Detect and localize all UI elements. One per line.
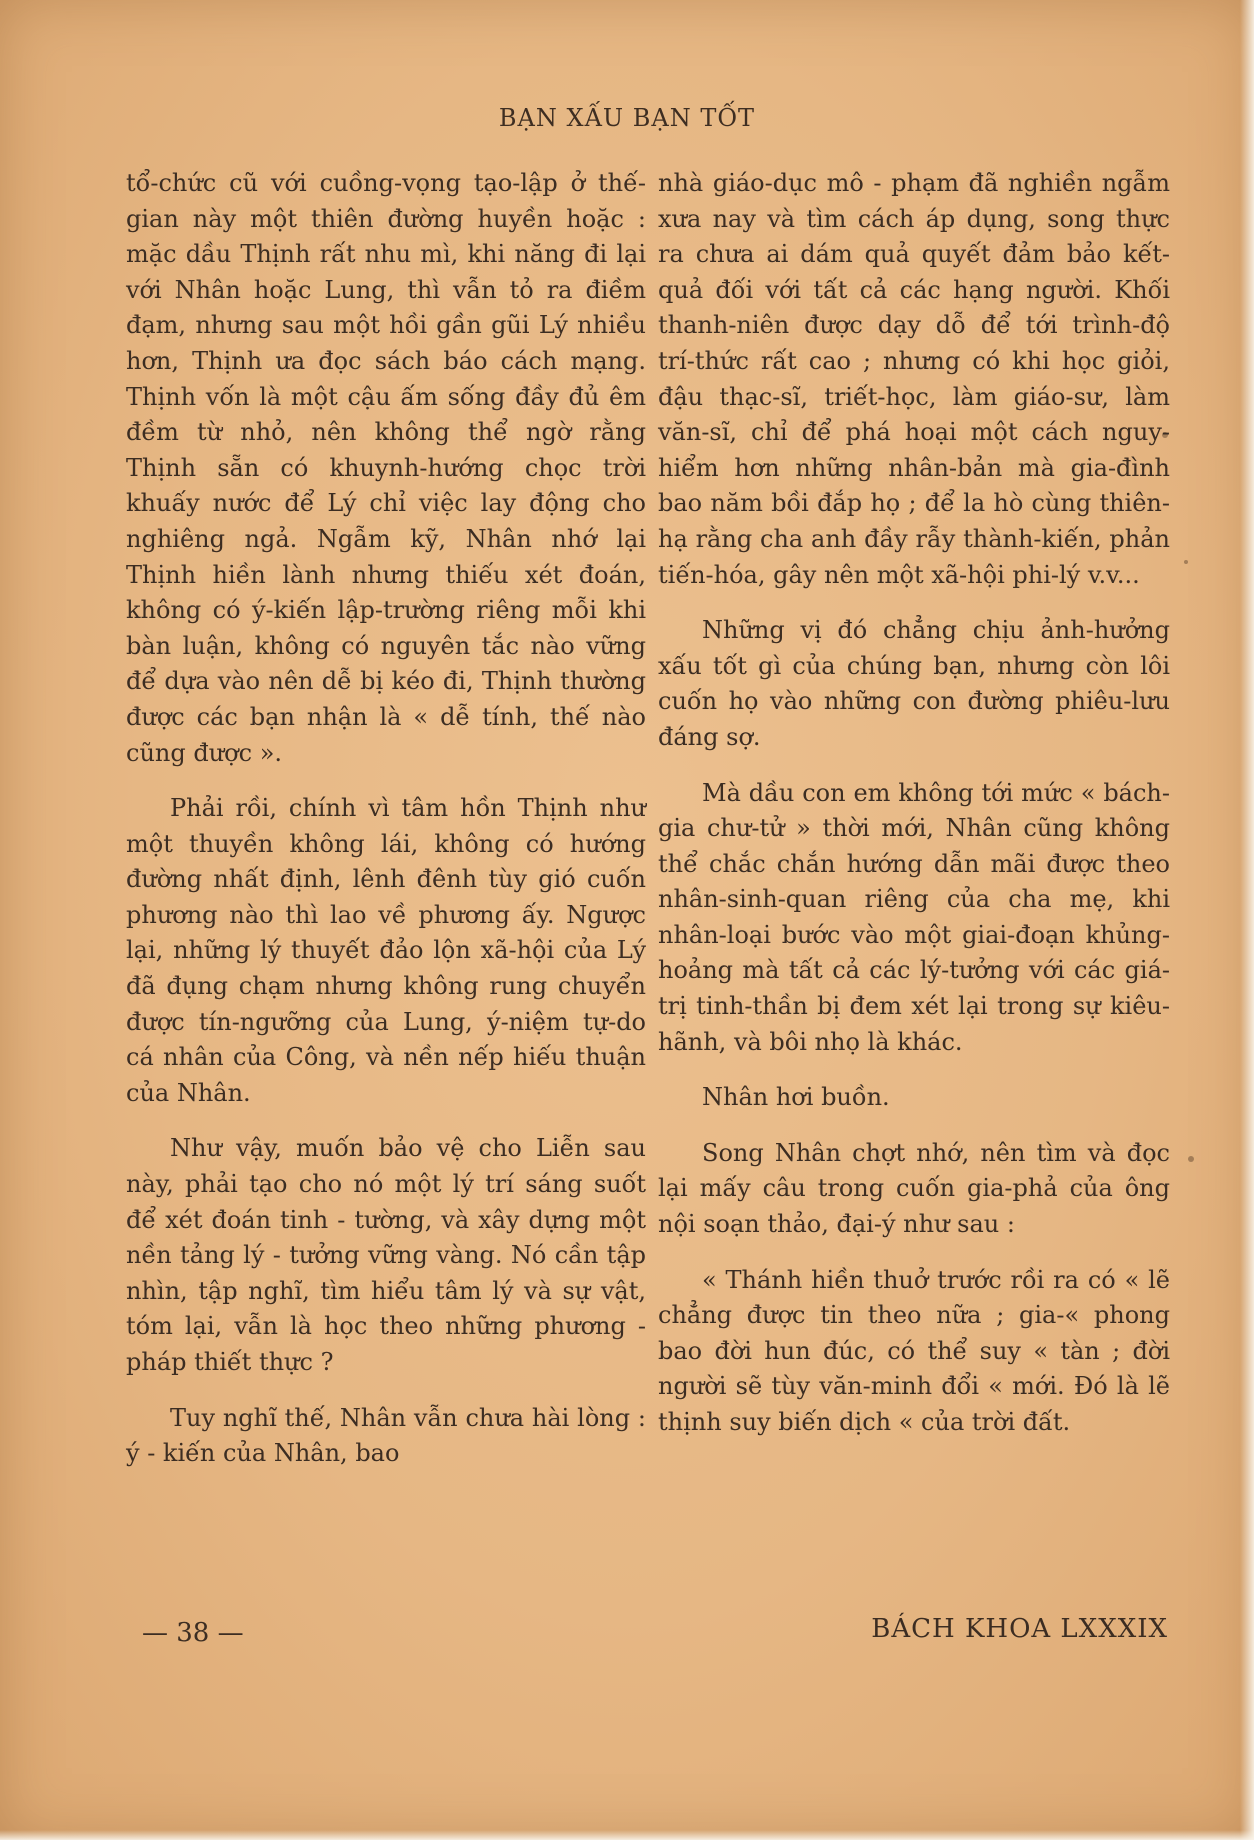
paragraph: Mà dầu con em không tới mức « bách-gia chư-tử » thời mới, Nhân cũng không thể chắc chắn hướng dẫn mãi được theo nhân-sinh-quan riêng của cha mẹ, khi nhân-loại bước vào một giai-đoạn khủng-hoảng mà tất cả các lý-tưởng với các giá-trị tinh-thần bị đem xét lại trong sự kiêu-hãnh, và bôi nhọ là khác. bbox=[658, 778, 1170, 1056]
paragraph: nhà giáo-dục mô - phạm đã nghiền ngẫm xưa nay và tìm cách áp dụng, song thực ra chưa ai dám quả quyết đảm bảo kết-quả đối với tất cả các hạng người. Khối thanh-niên được dạy dỗ để tới trình-độ trí-thức rất cao ; nhưng có khi học giỏi, đậu thạc-sĩ, triết-học, làm giáo-sư, làm văn-sĩ, chỉ để phá hoại một cách nguy-hiểm hơn những nhân-bản mà gia-đình bao năm bồi đắp họ ; để la hò cùng thiên-hạ rằng cha anh đầy rẫy thành-kiến, phản tiến-hóa, gây nên một xã-hội phi-lý v.v... bbox=[658, 169, 1170, 589]
paragraph: Tuy nghĩ thế, Nhân vẫn chưa hài lòng : ý - kiến của Nhân, bao bbox=[126, 1403, 646, 1468]
paragraph: Nhân hơi buồn. bbox=[702, 1083, 890, 1112]
paragraph: Những vị đó chẳng chịu ảnh-hưởng xấu tốt gì của chúng bạn, nhưng còn lôi cuốn họ vào những con đường phiêu-lưu đáng sợ. bbox=[658, 616, 1170, 751]
paragraph: Song Nhân chợt nhớ, nên tìm và đọc lại mấy câu trong cuốn gia-phả của ông nội soạn thảo, đại-ý như sau : bbox=[658, 1138, 1170, 1239]
paragraph: tổ-chức cũ với cuồng-vọng tạo-lập ở thế-gian này một thiên đường huyền hoặc : mặc dầu Thịnh rất nhu mì, khi năng đi lại với Nhân hoặc Lung, thì vẫn tỏ ra điềm đạm, nhưng sau một hồi gần gũi Lý nhiều hơn, Thịnh ưa đọc sách báo cách mạng. Thịnh vốn là một cậu ấm sống đầy đủ êm đềm từ nhỏ, nên không thể ngờ rằng Thịnh sẵn có khuynh-hướng chọc trời khuấy nước để Lý chỉ việc lay động cho nghiêng ngả. Ngẫm kỹ, Nhân nhớ lại Thịnh hiền lành nhưng thiếu xét đoán, không có ý-kiến lập-trường riêng mỗi khi bàn luận, không có nguyên tắc nào vững để dựa vào nên dễ bị kéo đi, Thịnh thường được các bạn nhận là « dễ tính, thế nào cũng được ». bbox=[126, 169, 646, 767]
right-column bbox=[658, 166, 1170, 1461]
left-column bbox=[126, 166, 646, 1492]
running-title: BẠN XẤU BẠN TỐT bbox=[498, 104, 756, 132]
paragraph: Như vậy, muốn bảo vệ cho Liễn sau này, phải tạo cho nó một lý trí sáng suốt để xét đoán tinh - tường, và xây dựng một nền tảng lý - tưởng vững vàng. Nó cần tập nhìn, tập nghĩ, tìm hiểu tâm lý và sự vật, tóm lại, vẫn là học theo những phương - pháp thiết thực ? bbox=[126, 1134, 646, 1376]
paper-speck bbox=[1184, 560, 1188, 564]
paragraph: Phải rồi, chính vì tâm hồn Thịnh như một thuyền không lái, không có hướng đường nhất định, lênh đênh tùy gió cuốn phương nào thì lao về phương ấy. Ngược lại, những lý thuyết đảo lộn xã-hội của Lý đã đụng chạm nhưng không rung chuyển được tín-ngưỡng của Lung, ý-niệm tự-do cá nhân của Công, và nền nếp hiếu thuận của Nhân. bbox=[126, 794, 646, 1107]
page-number: — 38 — bbox=[142, 1618, 244, 1648]
page-edge-bottom bbox=[0, 1830, 1254, 1840]
page-edge-right bbox=[1240, 0, 1254, 1840]
paper-speck bbox=[1188, 1156, 1194, 1162]
issue-label: BÁCH KHOA LXXXIX bbox=[871, 1614, 1168, 1644]
quote-paragraph: « Thánh hiền thuở trước rồi ra có « lẽ chẳng được tin theo nữa ; gia-« phong bao đời hun đúc, có thể suy « tàn ; đời người sẽ tùy văn-minh đổi « mới. Đó là lẽ thịnh suy biến dịch « của trời đất. bbox=[658, 1265, 1170, 1436]
